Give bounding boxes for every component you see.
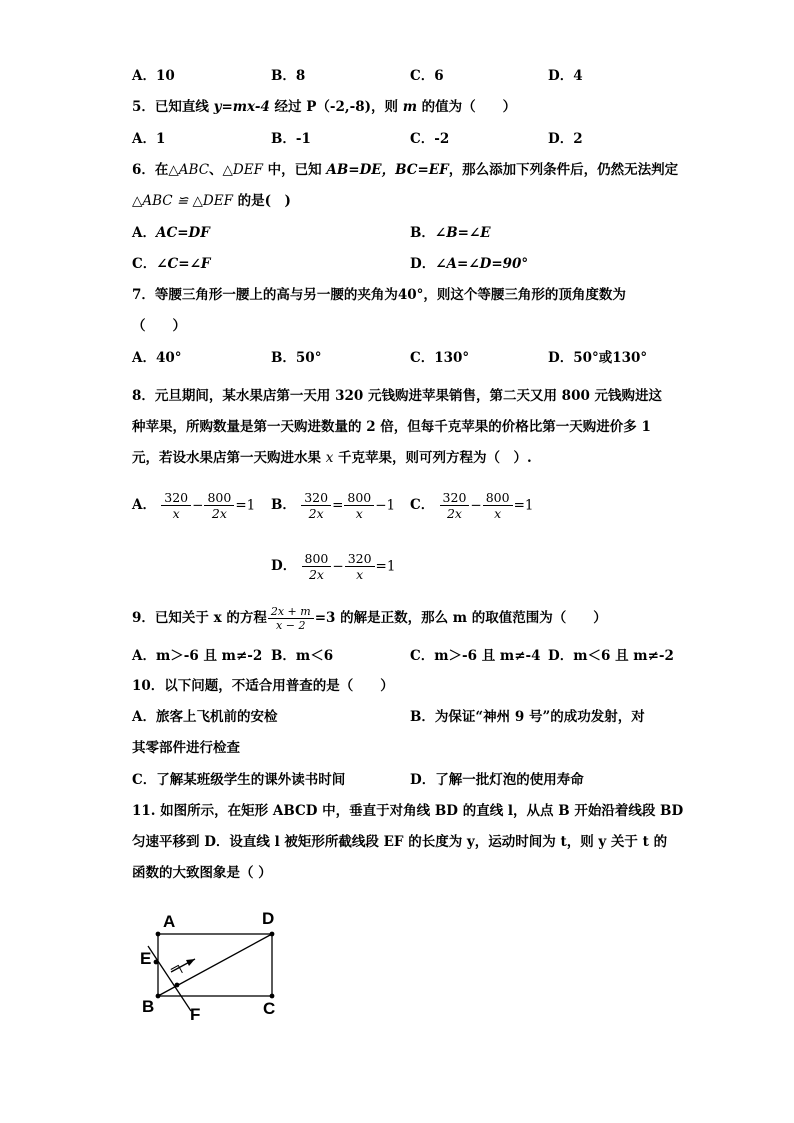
fraction: $\frac{800}{2x}$ bbox=[302, 551, 332, 582]
q10-option-d: D．了解一批灯泡的使用寿命 bbox=[410, 772, 584, 788]
q11-stem-line1: 11. 如图所示，在矩形 ABCD 中，垂直于对角线 BD 的直线 l，从点 B 开始沿着线段 BD bbox=[132, 803, 684, 819]
q6-option-d: D．∠A=∠D=90° bbox=[410, 256, 529, 272]
q8-option-a: A． $\frac{320}{x}$ − $\frac{800}{2x}$ =1 bbox=[132, 490, 256, 521]
q11-stem-line3: 函数的大致图象是（ ） bbox=[132, 865, 272, 881]
q5-option-b: B．-1 bbox=[271, 131, 311, 147]
q6-option-c: C．∠C=∠F bbox=[132, 256, 211, 272]
label-b: B bbox=[142, 997, 155, 1016]
label-c: C bbox=[263, 999, 276, 1018]
label-e: E bbox=[140, 949, 152, 968]
label-d: D bbox=[262, 909, 275, 928]
q10-option-c: C．了解某班级学生的课外读书时间 bbox=[132, 772, 346, 788]
q7-option-c: C．130° bbox=[410, 350, 470, 366]
q4-option-c: C．6 bbox=[410, 68, 444, 84]
q5-option-d: D．2 bbox=[548, 131, 583, 147]
point-b bbox=[156, 994, 161, 999]
q6-option-b: B．∠B=∠E bbox=[410, 225, 491, 241]
q7-stem-line1: 7．等腰三角形一腰上的高与另一腰的夹角为40°，则这个等腰三角形的顶角度数为 bbox=[132, 287, 626, 303]
q7-option-b: B．50° bbox=[271, 350, 322, 366]
q6-stem-line2: △ABC ≌ △DEF 的是( ) bbox=[132, 193, 291, 209]
rectangle-abcd-figure bbox=[130, 900, 300, 1025]
fraction: $\frac{800}{x}$ bbox=[344, 490, 374, 521]
line-l bbox=[148, 946, 191, 1011]
q9-option-c: C．m＞-6 且 m≠-4 bbox=[410, 648, 541, 664]
q8-option-d: D． $\frac{800}{2x}$ − $\frac{320}{x}$ =1 bbox=[271, 551, 396, 582]
q10-option-a: A．旅客上飞机前的安检 bbox=[132, 709, 278, 725]
q10-option-b-cont: 其零部件进行检查 bbox=[132, 740, 240, 756]
q8-option-c: C． $\frac{320}{2x}$ − $\frac{800}{x}$ =1 bbox=[410, 490, 534, 521]
point-a bbox=[156, 932, 161, 937]
fraction: $\frac{800}{x}$ bbox=[483, 490, 513, 521]
fraction: $\frac{320}{x}$ bbox=[161, 490, 191, 521]
q8-stem-line1: 8．元旦期间，某水果店第一天用 320 元钱购进苹果销售，第二天又用 800 元钱购进这 bbox=[132, 388, 663, 404]
q9-option-b: B．m＜6 bbox=[271, 648, 334, 664]
point-c bbox=[270, 994, 275, 999]
fraction: $\frac{2x + m}{x - 2}$ bbox=[268, 605, 314, 632]
q7-option-d: D．50°或130° bbox=[548, 350, 648, 366]
q4-option-a: A．10 bbox=[132, 68, 175, 84]
fraction: $\frac{320}{2x}$ bbox=[440, 490, 470, 521]
fraction: $\frac{800}{2x}$ bbox=[204, 490, 234, 521]
q6-option-a: A．AC=DF bbox=[132, 225, 210, 241]
q9-option-a: A．m＞-6 且 m≠-2 bbox=[132, 648, 263, 664]
q7-stem-line2: （ ） bbox=[132, 318, 186, 334]
q8-stem-line3: 元，若设水果店第一天购进水果 x 千克苹果，则可列方程为（ ）. bbox=[132, 450, 532, 466]
point-d bbox=[270, 932, 275, 937]
point-e bbox=[154, 960, 159, 965]
point-f bbox=[175, 983, 180, 988]
q9-option-d: D．m＜6 且 m≠-2 bbox=[548, 648, 674, 664]
fraction: $\frac{320}{2x}$ bbox=[301, 490, 331, 521]
q4-option-d: D．4 bbox=[548, 68, 583, 84]
q10-stem: 10．以下问题，不适合用普查的是（ ） bbox=[132, 678, 394, 694]
q6-stem-line1: 6．在△ABC、△DEF 中，已知 AB=DE，BC=EF，那么添加下列条件后，仍然无法判定 bbox=[132, 162, 679, 178]
label-a: A bbox=[163, 912, 176, 931]
q5-stem: 5．已知直线 y=mx-4 经过 P（-2,-8)，则 m 的值为（ ） bbox=[132, 99, 517, 115]
q5-option-c: C．-2 bbox=[410, 131, 450, 147]
q9-stem: 9．已知关于 x 的方程 $\frac{2x + m}{x - 2}$ =3 的解是正数，那么 m 的取值范围为（ ） bbox=[132, 605, 607, 632]
q10-option-b: B．为保证“神州 9 号”的成功发射，对 bbox=[410, 709, 645, 725]
fraction: $\frac{320}{x}$ bbox=[345, 551, 375, 582]
q5-option-a: A．1 bbox=[132, 131, 166, 147]
arrow-head bbox=[186, 959, 195, 966]
label-f: F bbox=[190, 1005, 201, 1024]
q4-option-b: B．8 bbox=[271, 68, 306, 84]
q7-option-a: A．40° bbox=[132, 350, 182, 366]
q8-option-b: B． $\frac{320}{2x}$ = $\frac{800}{x}$ −1 bbox=[271, 490, 396, 521]
q8-stem-line2: 种苹果，所购数量是第一天购进数量的 2 倍，但每千克苹果的价格比第一天购进价多 1 bbox=[132, 419, 651, 435]
q11-stem-line2: 匀速平移到 D．设直线 l 被矩形所截线段 EF 的长度为 y，运动时间为 t，则 y 关于 t 的 bbox=[132, 834, 668, 850]
